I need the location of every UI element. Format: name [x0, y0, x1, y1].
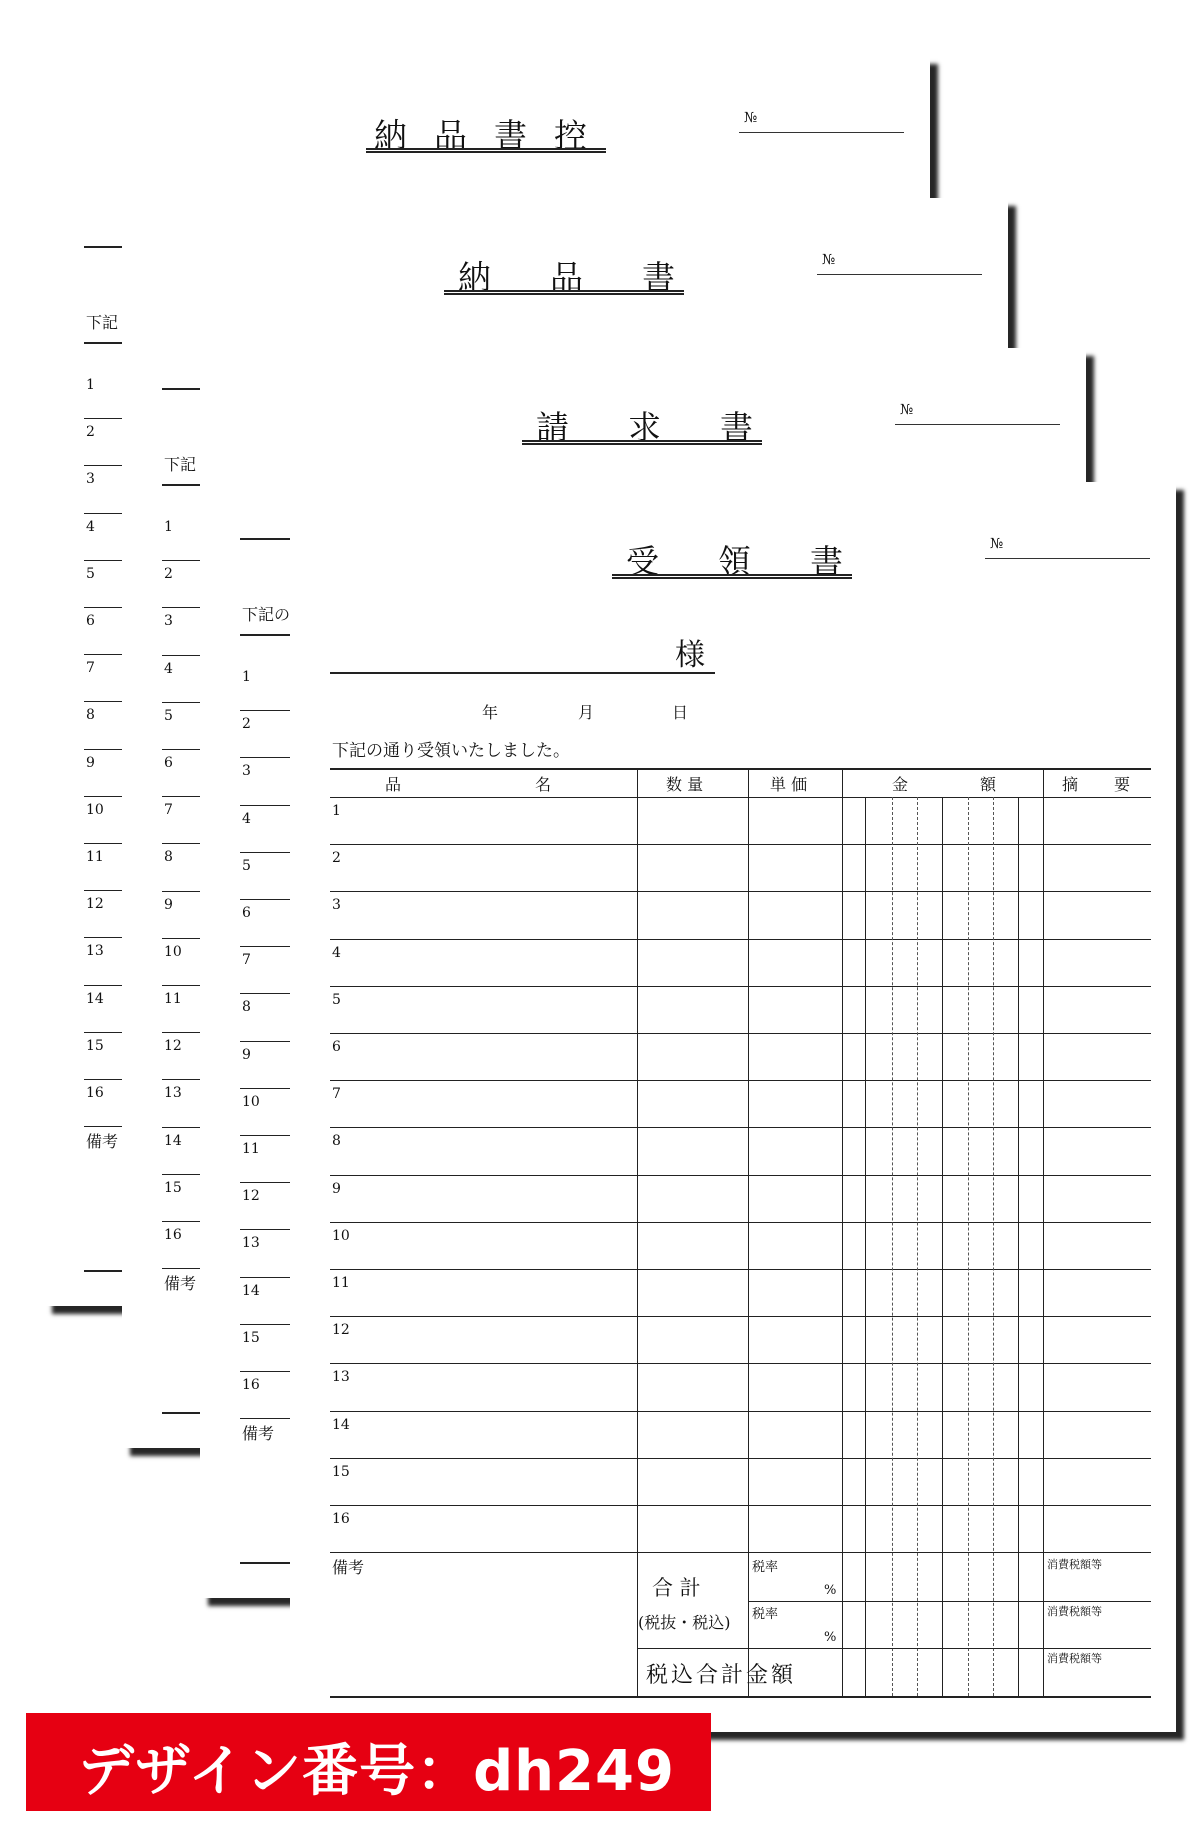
row-number: 7 — [86, 660, 95, 677]
tax-row-line — [748, 1601, 1151, 1602]
title-char: 請 — [536, 408, 569, 447]
row-line — [162, 796, 202, 797]
row-line — [162, 1174, 202, 1175]
row-line — [330, 1411, 1151, 1412]
tax-note: (税抜・税込) — [638, 1613, 731, 1632]
intro-text: 下記 — [86, 313, 119, 332]
row-number: 15 — [164, 1179, 182, 1196]
row-number: 14 — [164, 1132, 182, 1149]
header-bottom-line — [330, 797, 1151, 798]
row-line — [162, 1268, 202, 1269]
header-summary-2: 要 — [1114, 775, 1131, 794]
col-divider-price — [748, 768, 749, 1696]
row-number: 8 — [164, 849, 173, 866]
design-number-banner — [26, 1713, 711, 1811]
row-number: 11 — [164, 991, 182, 1007]
row-line — [162, 1127, 202, 1128]
col-divider-amount-b — [942, 797, 943, 1696]
row-number: 8 — [332, 1133, 341, 1150]
row-line — [162, 1221, 202, 1222]
row-line — [84, 560, 124, 561]
row-line — [84, 1126, 124, 1127]
row-number: 11 — [332, 1275, 350, 1291]
row-number: 5 — [86, 565, 95, 582]
sheet-title — [458, 252, 698, 297]
row-number: 14 — [242, 1282, 260, 1299]
row-number: 13 — [242, 1235, 260, 1252]
row-number: 9 — [242, 1046, 251, 1063]
intro-text: 下記の — [242, 605, 291, 624]
row-number: 13 — [332, 1369, 350, 1386]
row-number: 12 — [86, 896, 104, 913]
row-number: 16 — [164, 1227, 182, 1243]
row-line — [162, 560, 202, 561]
header-item-1: 品 — [385, 775, 402, 794]
row-number: 7 — [242, 952, 251, 969]
title-char: 納 — [374, 116, 407, 155]
row-line — [84, 654, 124, 655]
row-line — [84, 796, 124, 797]
row-number: 1 — [86, 377, 95, 393]
remarks-label: 備考 — [242, 1424, 275, 1443]
sheet-title — [374, 110, 614, 155]
sheet-receipt — [290, 482, 1176, 1732]
title-underline — [522, 440, 762, 445]
row-number: 9 — [164, 896, 173, 913]
row-number: 15 — [242, 1329, 260, 1346]
row-number: 12 — [164, 1038, 182, 1055]
remarks-label: 備考 — [164, 1274, 197, 1293]
row-number: 15 — [332, 1463, 350, 1480]
intro-text: 下記の通り受領いたしました。 — [332, 741, 570, 761]
row-line — [330, 1269, 1151, 1270]
table-bottom-line — [84, 1270, 124, 1272]
title-char: 書 — [494, 116, 527, 155]
recipient-line — [162, 388, 202, 390]
row-line — [330, 891, 1151, 892]
col-digit-dash — [917, 797, 918, 1696]
row-number: 13 — [86, 943, 104, 960]
row-number: 1 — [242, 669, 251, 685]
tax-rate-label: 税率 — [752, 1607, 779, 1622]
row-number: 2 — [242, 716, 251, 733]
intro-text: 下記 — [164, 455, 197, 474]
tax-rate-percent: % — [824, 1630, 837, 1645]
row-line — [330, 844, 1151, 845]
consumption-tax-label: 消費税額等 — [1047, 1558, 1102, 1571]
row-line — [330, 1222, 1151, 1223]
row-number: 9 — [332, 1180, 341, 1197]
remarks-label: 備考 — [86, 1132, 119, 1151]
table-bottom-line — [162, 1412, 202, 1414]
row-line — [330, 1505, 1151, 1506]
col-divider-summary — [1043, 768, 1044, 1696]
col-divider-amount-a — [865, 797, 866, 1696]
row-number: 2 — [86, 424, 95, 441]
row-line — [162, 891, 202, 892]
row-line — [162, 938, 202, 939]
date-month: 月 — [578, 703, 595, 722]
design-number-text: デザイン番号：dh249 — [78, 1739, 675, 1804]
col-digit-dash — [892, 797, 893, 1696]
title-char: 品 — [434, 116, 467, 155]
row-number: 6 — [164, 755, 173, 771]
number-rule — [739, 132, 904, 133]
header-item-2: 名 — [535, 775, 552, 794]
row-number: 5 — [164, 707, 173, 724]
row-number: 4 — [332, 944, 341, 961]
number-label: № — [822, 252, 836, 268]
row-number: 14 — [332, 1416, 350, 1433]
table-bottom-line — [330, 1696, 1151, 1698]
col-divider-amount-c — [1018, 797, 1019, 1696]
header-unit-price: 単 価 — [770, 775, 808, 794]
row-number: 13 — [164, 1085, 182, 1102]
row-line — [330, 1175, 1151, 1176]
row-line — [162, 1032, 202, 1033]
row-number: 5 — [332, 991, 341, 1008]
row-line — [84, 890, 124, 891]
row-line — [84, 513, 124, 514]
row-line — [162, 702, 202, 703]
grand-total-label: 税込合計金額 — [646, 1663, 797, 1688]
header-summary-1: 摘 — [1062, 775, 1079, 794]
row-number: 16 — [332, 1511, 350, 1527]
tax-rate-label: 税率 — [752, 1560, 779, 1575]
sheet-title — [626, 536, 866, 581]
header-qty: 数 量 — [666, 775, 704, 794]
row-number: 4 — [242, 810, 251, 827]
number-rule — [985, 558, 1150, 559]
title-char: 品 — [550, 258, 583, 297]
row-number: 7 — [332, 1086, 341, 1103]
title-char: 書 — [810, 542, 843, 581]
row-line — [84, 607, 124, 608]
table-top-line — [162, 484, 202, 486]
table-top-line — [84, 342, 124, 344]
row-number: 4 — [86, 518, 95, 535]
title-char: 書 — [720, 408, 753, 447]
title-char: 納 — [458, 258, 491, 297]
number-label: № — [990, 536, 1004, 552]
title-char: 求 — [628, 408, 661, 447]
row-number: 15 — [86, 1037, 104, 1054]
title-char: 書 — [642, 258, 675, 297]
recipient-line — [330, 672, 715, 674]
title-underline — [612, 574, 852, 579]
row-line — [330, 1127, 1151, 1128]
row-line — [330, 1552, 1151, 1553]
col-digit-dash — [968, 797, 969, 1696]
row-number: 16 — [242, 1377, 260, 1393]
row-line — [84, 749, 124, 750]
row-line — [330, 986, 1151, 987]
recipient-line — [84, 246, 124, 248]
row-number: 6 — [332, 1039, 341, 1055]
tax-rate-percent: % — [824, 1583, 837, 1598]
row-number: 10 — [86, 801, 104, 818]
row-number: 3 — [242, 763, 251, 780]
row-line — [84, 418, 124, 419]
row-number: 4 — [164, 660, 173, 677]
col-divider-qty — [637, 768, 638, 1696]
row-line — [330, 1033, 1151, 1034]
col-digit-dash — [993, 797, 994, 1696]
number-label: № — [900, 402, 914, 418]
row-line — [162, 1079, 202, 1080]
title-underline — [444, 290, 684, 295]
row-line — [162, 843, 202, 844]
title-char: 控 — [554, 116, 587, 155]
total-label: 合 計 — [652, 1576, 701, 1600]
row-line — [162, 749, 202, 750]
row-number: 8 — [242, 999, 251, 1016]
row-line — [330, 1080, 1151, 1081]
header-amount-1: 金 — [892, 775, 909, 794]
title-char: 領 — [718, 542, 751, 581]
row-line — [162, 985, 202, 986]
row-line — [84, 1079, 124, 1080]
row-number: 16 — [86, 1085, 104, 1101]
row-line — [330, 1458, 1151, 1459]
row-line — [162, 607, 202, 608]
row-number: 12 — [242, 1188, 260, 1205]
row-line — [84, 701, 124, 702]
row-number: 3 — [164, 613, 173, 630]
consumption-tax-label: 消費税額等 — [1047, 1605, 1102, 1618]
row-number: 6 — [242, 905, 251, 921]
col-divider-amount — [842, 768, 843, 1696]
sheet-title — [536, 402, 776, 447]
title-underline — [366, 148, 606, 153]
number-label: № — [744, 110, 758, 126]
row-line — [162, 655, 202, 656]
row-number: 12 — [332, 1322, 350, 1339]
row-number: 11 — [86, 849, 104, 865]
row-number: 2 — [164, 566, 173, 583]
row-number: 7 — [164, 802, 173, 819]
title-char: 受 — [626, 542, 659, 581]
date-year: 年 — [482, 703, 499, 722]
header-amount-2: 額 — [980, 775, 997, 794]
row-number: 11 — [242, 1141, 260, 1157]
row-line — [330, 1363, 1151, 1364]
row-number: 3 — [86, 471, 95, 488]
number-rule — [817, 274, 982, 275]
row-line — [330, 939, 1151, 940]
row-number: 6 — [86, 613, 95, 629]
consumption-tax-label: 消費税額等 — [1047, 1652, 1102, 1665]
remarks-label: 備考 — [332, 1558, 365, 1577]
row-line — [84, 1032, 124, 1033]
row-line — [84, 843, 124, 844]
row-number: 10 — [164, 943, 182, 960]
table-top-line — [330, 768, 1151, 770]
row-number: 1 — [332, 803, 341, 819]
row-number: 9 — [86, 754, 95, 771]
row-line — [330, 1316, 1151, 1317]
row-number: 1 — [164, 519, 173, 535]
row-number: 10 — [332, 1227, 350, 1244]
row-number: 14 — [86, 990, 104, 1007]
number-rule — [895, 424, 1060, 425]
row-number: 10 — [242, 1093, 260, 1110]
row-number: 8 — [86, 707, 95, 724]
row-line — [84, 985, 124, 986]
date-day: 日 — [672, 703, 689, 722]
honorific: 様 — [675, 638, 705, 673]
row-number: 5 — [242, 857, 251, 874]
row-number: 2 — [332, 850, 341, 867]
row-line — [84, 465, 124, 466]
grand-total-line — [637, 1648, 1151, 1649]
row-line — [84, 937, 124, 938]
row-number: 3 — [332, 897, 341, 914]
